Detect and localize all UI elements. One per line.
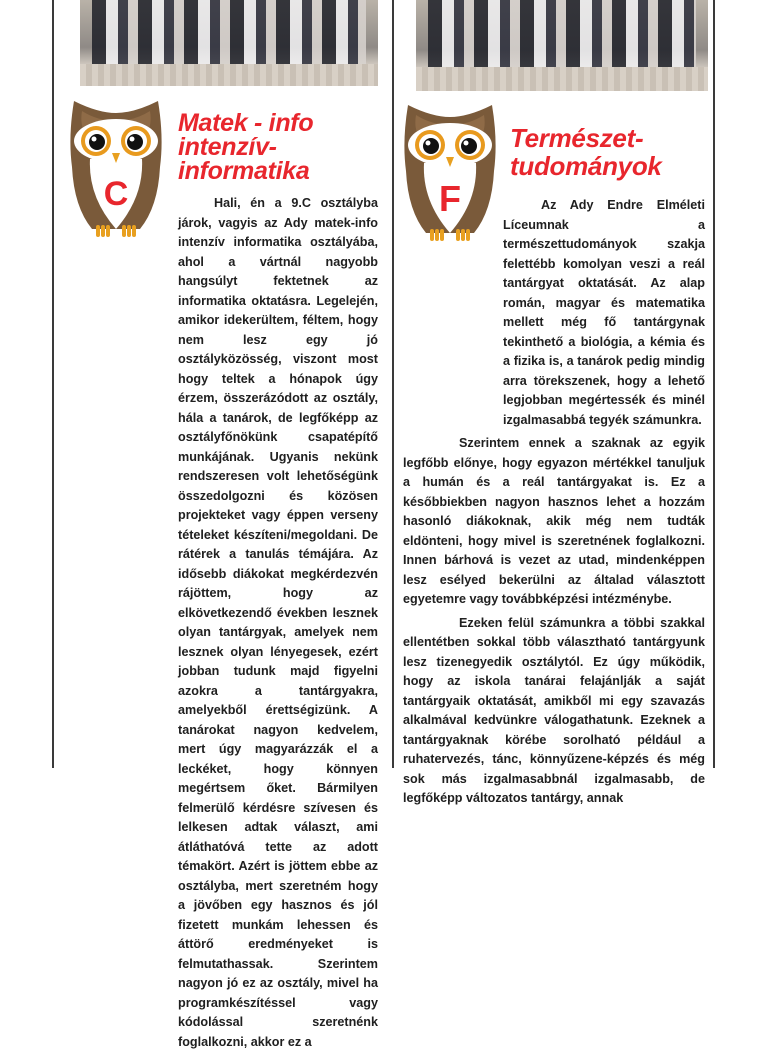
svg-text:F: F: [439, 178, 461, 219]
right-column-border: [713, 0, 715, 768]
title-line: Matek - info: [178, 109, 314, 137]
article-paragraph: Szerintem ennek a szaknak az egyik legfőbb előnye, hogy egyazon mértékkel tanuljuk a humán és a reál tantárgyakat is. Ez a későbbiekben nagyon hasznos lehet a hozzám hasonló diákoknak, akik még nem tudták eldönteni, hogy mivel is szeretnének foglalkozni. Innen bárhová is vezet az utad, mindenképpen lesz esélyed bekerülni az általad választott egyetemre vagy továbbképzési intézménybe.: [403, 436, 705, 606]
article-paragraph: Ezeken felül számunkra a többi szakkal ellentétben sokkal több választható tantárgyunk lesz tizenegyedik osztálytól. Ez úgy működik, hogy az iskola tanárai felajánlják a saját tantárgyaik oktatását, amikből mi egy szavazás alkalmával kedvünkre válogathatunk. Ezeknek a tantárgyaknak körébe sorolható például a ruhatervezés, tánc, könnyűzene-képzés és még sok más izgalmasabbnál izgalmasabb, de legfőképp változatos tantárgy, annak: [403, 615, 705, 805]
center-column-border: [392, 0, 394, 768]
left-article-body: [80, 194, 378, 1052]
right-article-body: [403, 196, 705, 809]
section-title-termeszettudomanyok: [510, 124, 662, 180]
svg-text:C: C: [103, 175, 129, 213]
left-column-border: [52, 0, 54, 768]
pavement: [80, 64, 378, 86]
title-line: informatika: [178, 157, 310, 185]
students-group: [92, 0, 366, 67]
article-paragraph: Hali, én a 9.C osztályba járok, vagyis az Ady matek-info intenzív informatika osztályába, ahol a vártnál nagyobb hangsúlyt fektetnek az informatika oktatásra. Legelején, amikor idekerültem, féltem, hogy nem lesz egy jó osztályközösség, viszont most hogy teltek a hónapok úgy érzem, összerázódott az osztály, hála a tanárok, de legfőképp az osztályfőnökünk csapatépítő munkájának. Ugyanis nekünk rendszeresen volt lehetőségünk összedolgozni és közösen projekteket vagy éppen verseny tételeket készíteni/megoldani. De rátérek a tanulás témájára. Az idősebb diákokat megkérdezvén rájöttem, hogy az elkövetkezendő években lesznek olyan tantárgyak, amelyek nem lesznek olyan lényegesek, ezért jobban tudunk majd figyelni azokra a tantárgyakra, amelyekből érettségizünk. A tanárokat nagyon kedvelem, mert úgy magyarázzák el a leckéket, hogy könnyen megértsem őket. Bármilyen felmerülő kérdésre szívesen és lelkesen adtak választ, ami átláthatóvá tette az adott témakört. Azért is jöttem ebbe az osztályba, mert szeretném hogy a jövőben egy hasznos és jól fizetett munkám lehessen és áttörő eredményeket is felmutathassak. Szerintem nagyon jó ez az osztály, mivel ha programkészítéssel vagy kódolással szeretnénk foglalkozni, akkor ez a: [178, 196, 378, 1049]
pavement: [416, 67, 708, 91]
article-paragraph: Az Ady Endre Elméleti Líceumnak a természettudományok szakja felettébb komolyan veszi a reál tantárgyat oktatását. Az alap román, magyar és matematika mellett még fő tantárgynak tekinthető a biológia, a kémia és a fizika is, a tanárok pedig mindig arra törekszenek, hogy a lehető legjobban megértessék és minél izgalmasabbá tegyék számunkra.: [503, 198, 705, 427]
section-title-matek-info: [178, 111, 313, 183]
students-group: [428, 0, 697, 71]
title-line: tudományok: [510, 151, 662, 181]
title-line: Természet-: [510, 123, 644, 153]
class-photo-left: [80, 0, 378, 86]
title-line: intenzív-: [178, 133, 277, 161]
class-photo-right: [416, 0, 708, 91]
